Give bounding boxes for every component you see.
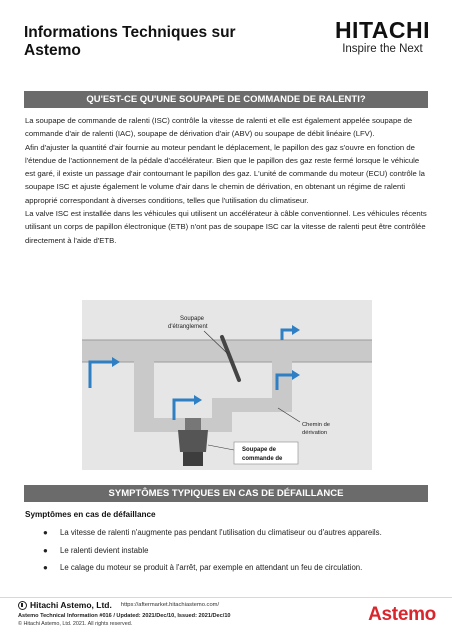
brand-name: HITACHI <box>334 17 430 43</box>
hitachi-logo <box>335 18 430 56</box>
symptoms-list <box>40 526 420 579</box>
footer <box>18 600 231 627</box>
paragraph: La soupape de commande de ralenti (ISC) contrôle la vitesse de ralenti et elle est également appelée soupape de commande d'air de ralenti (IAC), soupape de dérivation d'air (ABV) ou soupape de débit linéaire (LFV). <box>25 116 413 139</box>
throttle-label-line-1: Soupape <box>180 316 205 322</box>
brand-slogan: Inspire the Next <box>342 43 423 55</box>
bypass-label-line-1: Chemin de <box>302 422 331 428</box>
hitachi-mark-icon <box>18 601 27 610</box>
list-item <box>40 544 420 558</box>
bypass-label-line-2: dérivation <box>302 430 328 436</box>
footer-company-row <box>18 600 231 610</box>
astemo-logo: Astemo <box>368 604 436 625</box>
footer-divider <box>0 597 452 598</box>
bullet-icon: ● <box>43 563 48 572</box>
footer-url-link[interactable]: https://aftermarket.hitachiastemo.com/ <box>120 602 220 608</box>
list-item <box>40 526 420 540</box>
section-heading-symptoms: SYMPTÔMES TYPIQUES EN CAS DE DÉFAILLANCE <box>24 485 428 502</box>
list-item-text: La vitesse de ralenti n'augmente pas pendant l'utilisation du climatiseur ou d'autres appareils. <box>60 528 382 537</box>
section-body <box>25 114 429 247</box>
list-item-text: Le calage du moteur se produit à l'arrêt, par exemple en attendant un feu de circulation. <box>60 563 363 572</box>
symptoms-subheading: Symptômes en cas de défaillance <box>25 510 156 519</box>
isc-valve-diagram <box>82 300 372 470</box>
throttle-label-line-2: d'étranglement <box>168 324 208 330</box>
valve-label-line-2: commande de <box>242 456 283 462</box>
list-item-text: Le ralenti devient instable <box>60 545 149 555</box>
valve-label-line-1: Soupape de <box>242 447 277 453</box>
list-item <box>40 561 420 575</box>
footer-document-info: Astemo Technical Information #016 / Updated: 2021/Dec/10, Issued: 2021/Dec/10 <box>18 613 231 619</box>
paragraph: La valve ISC est installée dans les véhicules qui utilisent un accélérateur à câble conventionnel. Les véhicules récents utilisant un corps de papillon électronique (ETB) n'ont pas de soupape ISC car la vitesse de ralenti peut être contrôlée directement à l'aide d'ETB. <box>25 209 427 245</box>
diagram-background <box>82 300 372 470</box>
footer-company-name: Hitachi Astemo, Ltd. <box>30 600 112 610</box>
document-title: Informations Techniques sur Astemo <box>24 24 236 59</box>
isc-valve-base <box>183 452 203 466</box>
isc-valve-body <box>178 430 208 452</box>
isc-valve-stem <box>185 418 201 430</box>
bullet-icon: ● <box>43 528 48 537</box>
section-heading-what-is: QU'EST-CE QU'UNE SOUPAPE DE COMMANDE DE RALENTI? <box>24 91 428 108</box>
paragraph: Afin d'ajuster la quantité d'air fournie au moteur pendant le déplacement, le papillon des gaz s'ouvre en fonction de l'étendue de l'actionnement de la pédale d'accélérateur. Bien que le papillon des gaz reste fermé lorsque le véhicule est garé, il existe un passage d'air contournant le papillon des gaz. L'unité de commande du moteur (ECU) contrôle la soupape ISC et ajuste également le volume d'air dans le chemin de dérivation, en obtenant un régime de ralenti approprié correspondant à diverses conditions, telles que l'utilisation du climatiseur. <box>25 142 425 205</box>
footer-copyright: © Hitachi Astemo, Ltd. 2021. All rights reserved. <box>18 621 133 627</box>
bullet-icon: ● <box>43 545 48 555</box>
